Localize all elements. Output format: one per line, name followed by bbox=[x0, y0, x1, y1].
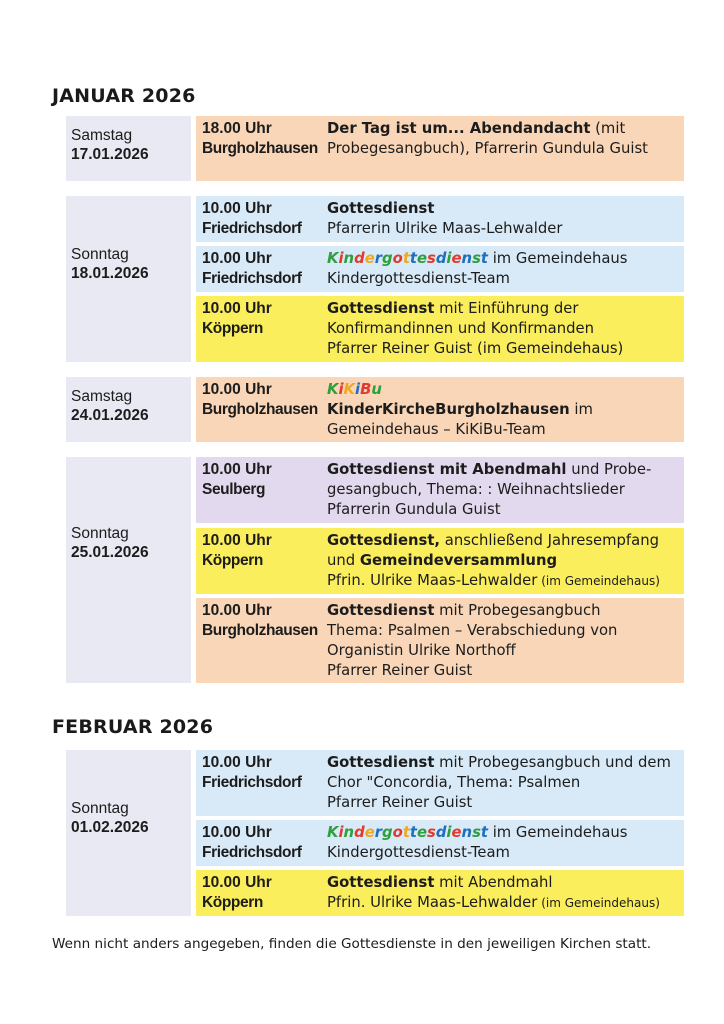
day-cell bbox=[66, 750, 191, 916]
month-heading-january: JANUAR 2026 bbox=[52, 85, 196, 107]
event-title: Gottesdienst, bbox=[327, 532, 441, 549]
event-text: im Gemeindehaus bbox=[487, 824, 628, 841]
event-time: 10.00 Uhr bbox=[202, 874, 272, 891]
event-text: gesangbuch, Thema: : Weihnachtslieder bbox=[327, 481, 625, 498]
event-place: Seulberg bbox=[202, 481, 266, 498]
event-text: mit Abendmahl bbox=[434, 874, 553, 891]
day-cell bbox=[66, 116, 191, 181]
event-text: Pfarrer Reiner Guist bbox=[327, 340, 477, 357]
month-heading-february: FEBRUAR 2026 bbox=[52, 716, 214, 738]
event-text: Pfarrer Reiner Guist bbox=[327, 794, 473, 811]
date: 25.01.2026 bbox=[71, 544, 149, 561]
footer-note: Wenn nicht anders angegeben, finden die Gottesdienste in den jeweiligen Kirchen statt. bbox=[52, 936, 652, 952]
event-place: Friedrichsdorf bbox=[202, 844, 302, 861]
event-place: Burgholzhausen bbox=[202, 140, 318, 157]
event-text: Pfrin. Ulrike Maas-Lehwalder bbox=[327, 572, 538, 589]
event-title: Gottesdienst bbox=[327, 602, 435, 619]
event-text: Konfirmandinnen und Konfirmanden bbox=[327, 320, 594, 337]
event-place: Friedrichsdorf bbox=[202, 220, 302, 237]
event-place: Burgholzhausen bbox=[202, 622, 318, 639]
event-row bbox=[196, 246, 684, 292]
event-time: 10.00 Uhr bbox=[202, 381, 272, 398]
kindergottesdienst-logo: Kindergottesdienst bbox=[327, 250, 488, 267]
date: 17.01.2026 bbox=[71, 146, 149, 163]
event-location-note: (im Gemeindehaus) bbox=[537, 574, 660, 588]
event-text: im bbox=[569, 401, 593, 418]
event-time: 10.00 Uhr bbox=[202, 250, 272, 267]
weekday: Sonntag bbox=[71, 525, 129, 542]
day-cell bbox=[66, 196, 191, 362]
event-text: Kindergottesdienst-Team bbox=[327, 844, 510, 861]
kindergottesdienst-logo: Kindergottesdienst bbox=[327, 824, 488, 841]
event-row bbox=[196, 598, 684, 683]
event-time: 10.00 Uhr bbox=[202, 300, 272, 317]
event-text: im Gemeindehaus bbox=[487, 250, 628, 267]
event-row bbox=[196, 750, 684, 816]
event-row bbox=[196, 377, 684, 442]
event-row bbox=[196, 116, 684, 181]
date: 24.01.2026 bbox=[71, 407, 149, 424]
event-row bbox=[196, 457, 684, 523]
day-cell bbox=[66, 457, 191, 683]
event-location-note: (im Gemeindehaus) bbox=[537, 896, 660, 910]
event-place: Friedrichsdorf bbox=[202, 774, 302, 791]
event-time: 10.00 Uhr bbox=[202, 532, 272, 549]
weekday: Sonntag bbox=[71, 246, 129, 263]
day-cell bbox=[66, 377, 191, 442]
event-text: mit Probegesangbuch bbox=[434, 602, 601, 619]
event-title: Gottesdienst bbox=[327, 300, 435, 317]
weekday: Samstag bbox=[71, 388, 133, 405]
event-title: Der Tag ist um... Abendandacht bbox=[327, 120, 591, 137]
event-title: Gemeindeversammlung bbox=[359, 552, 558, 569]
event-time: 10.00 Uhr bbox=[202, 602, 272, 619]
event-text: und Probe- bbox=[566, 461, 652, 478]
event-text: (mit bbox=[590, 120, 626, 137]
event-row bbox=[196, 820, 684, 866]
event-time: 10.00 Uhr bbox=[202, 824, 272, 841]
event-text: mit Einführung der bbox=[434, 300, 579, 317]
event-title: Gottesdienst bbox=[327, 200, 435, 217]
event-text: Pfarrerin Ulrike Maas-Lehwalder bbox=[327, 220, 563, 237]
date: 01.02.2026 bbox=[71, 819, 149, 836]
event-time: 10.00 Uhr bbox=[202, 461, 272, 478]
event-place: Köppern bbox=[202, 894, 263, 911]
event-title: KinderKircheBurgholzhausen bbox=[327, 401, 570, 418]
event-place: Burgholzhausen bbox=[202, 401, 318, 418]
weekday: Sonntag bbox=[71, 800, 129, 817]
event-title: Gottesdienst bbox=[327, 754, 435, 771]
event-time: 10.00 Uhr bbox=[202, 754, 272, 771]
event-time: 18.00 Uhr bbox=[202, 120, 272, 137]
event-text: Chor "Concordia, Thema: Psalmen bbox=[327, 774, 581, 791]
event-text: und bbox=[327, 552, 360, 569]
event-text: Probegesangbuch), Pfarrerin Gundula Guist bbox=[327, 140, 648, 157]
event-text: mit Probegesangbuch und dem bbox=[434, 754, 671, 771]
event-text: anschließend Jahresempfang bbox=[440, 532, 659, 549]
event-text: Kindergottesdienst-Team bbox=[327, 270, 510, 287]
kikibu-logo: KiKiBu bbox=[327, 381, 382, 398]
event-title: Gottesdienst bbox=[327, 874, 435, 891]
event-row bbox=[196, 870, 684, 916]
event-text: Pfrin. Ulrike Maas-Lehwalder bbox=[327, 894, 538, 911]
event-title: Gottesdienst mit Abendmahl bbox=[327, 461, 567, 478]
date: 18.01.2026 bbox=[71, 265, 149, 282]
event-row bbox=[196, 528, 684, 594]
event-text: Gemeindehaus – KiKiBu-Team bbox=[327, 421, 546, 438]
weekday: Samstag bbox=[71, 127, 133, 144]
event-place: Köppern bbox=[202, 320, 263, 337]
event-text: Pfarrer Reiner Guist bbox=[327, 662, 473, 679]
event-text: Organistin Ulrike Northoff bbox=[327, 642, 516, 659]
event-text: Thema: Psalmen – Verabschiedung von bbox=[327, 622, 618, 639]
event-row bbox=[196, 196, 684, 242]
event-location-note: (im Gemeindehaus) bbox=[476, 340, 624, 357]
event-row bbox=[196, 296, 684, 362]
event-text: Pfarrerin Gundula Guist bbox=[327, 501, 501, 518]
event-place: Köppern bbox=[202, 552, 263, 569]
event-place: Friedrichsdorf bbox=[202, 270, 302, 287]
event-time: 10.00 Uhr bbox=[202, 200, 272, 217]
